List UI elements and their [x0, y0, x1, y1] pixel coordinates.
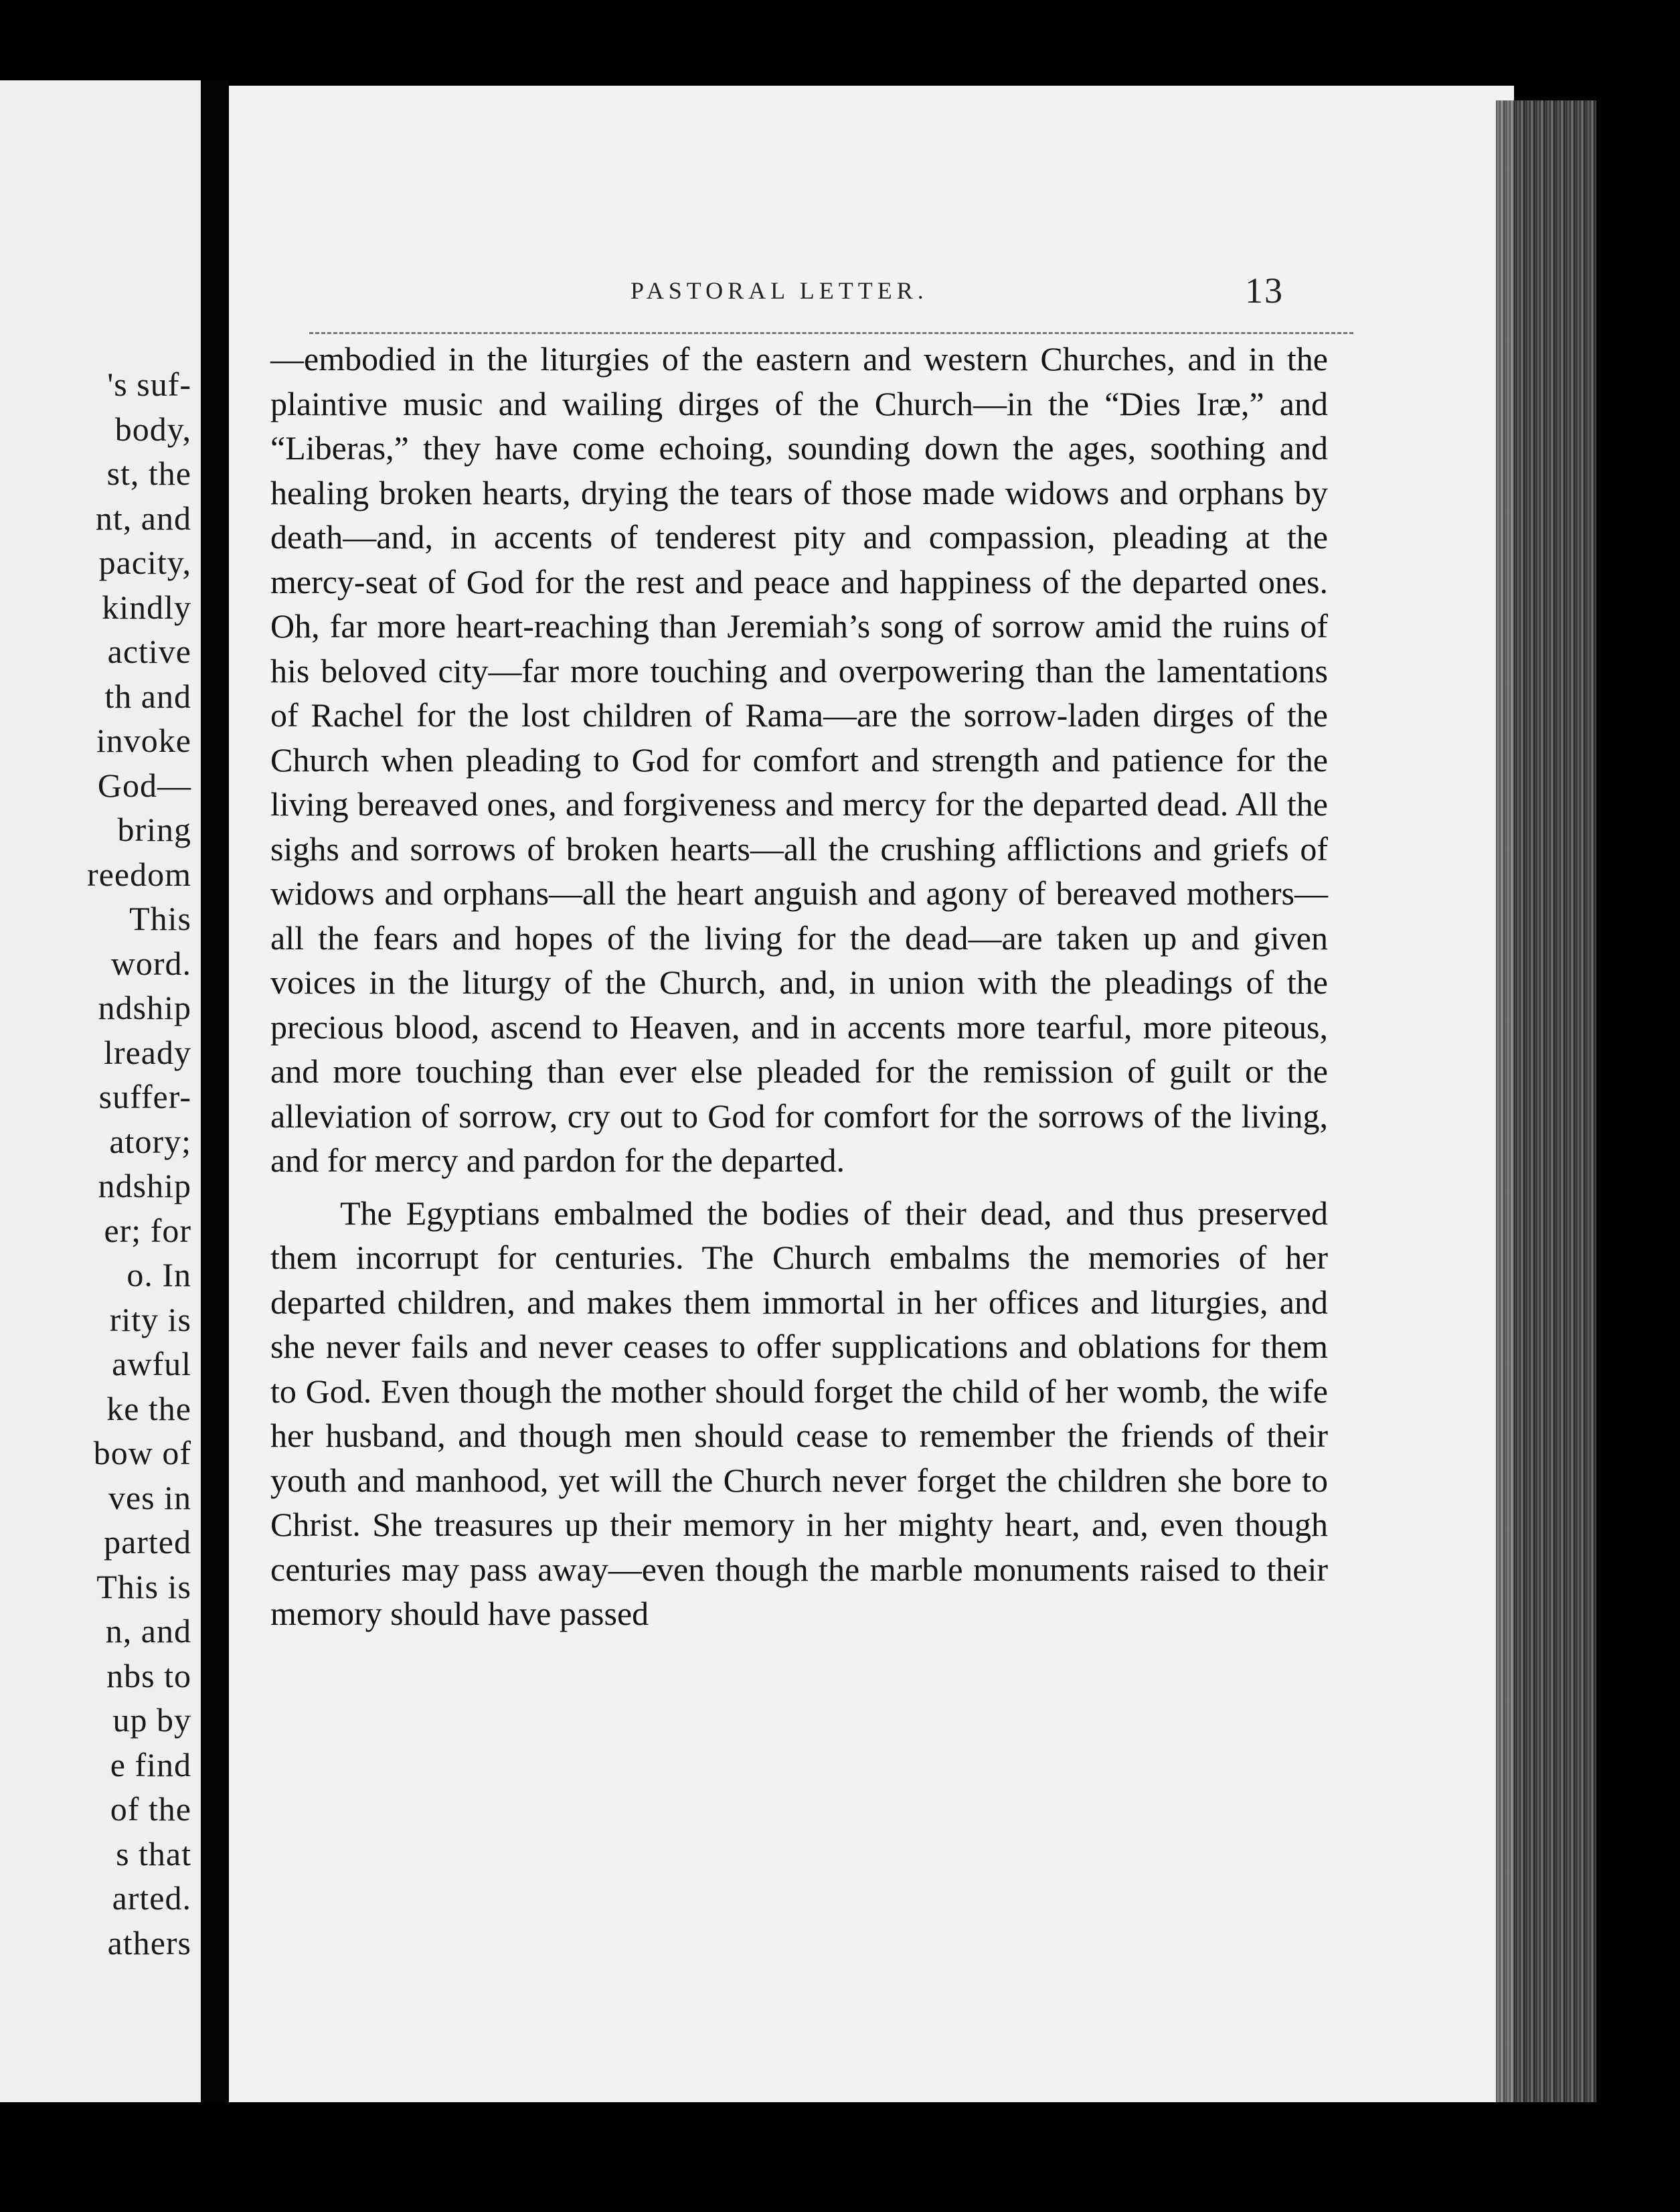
left-page-line: God— — [97, 766, 191, 804]
left-page-line: suffer- — [98, 1078, 191, 1115]
left-page-line: This — [129, 900, 191, 937]
running-title: PASTORAL LETTER. — [631, 277, 928, 304]
left-page-line: th and — [104, 677, 191, 715]
left-page-line: ndship — [98, 989, 191, 1026]
left-page-line: ves in — [108, 1478, 191, 1516]
left-page-line: 's suf- — [107, 366, 191, 403]
scan-border-right — [1596, 87, 1680, 2136]
left-page-line: o. In — [127, 1256, 191, 1293]
left-page-line: reedom — [87, 855, 191, 893]
left-page-line: of the — [110, 1790, 191, 1828]
left-facing-page — [0, 80, 201, 2102]
left-page-line: awful — [112, 1345, 191, 1382]
left-page-line: pacity, — [98, 544, 191, 581]
left-page-line: arted. — [112, 1879, 191, 1917]
body-text — [270, 337, 1328, 1636]
left-page-line: s that — [116, 1834, 191, 1873]
left-page-line: kindly — [102, 588, 191, 626]
left-page-line: rity is — [109, 1300, 191, 1338]
header-rule — [309, 332, 1353, 334]
left-page-line: up by — [112, 1701, 191, 1739]
left-page-line: This is — [96, 1567, 191, 1605]
left-page-line: invoke — [96, 722, 191, 759]
left-page-line: nbs to — [106, 1656, 191, 1694]
paragraph-2: The Egyptians embalmed the bodies of their dead, and thus preserved them incorrupt for centuries. The Church embalms the memories of her departed children, and makes them immortal in her offices and liturgies, and she never fails and never ceases to offer supplications and oblations for them to God. Even though the mother should forget the child of her womb, the wife her husband, and though men should cease to remember the friends of their youth and manhood, yet will the Church never forget the children she bore to Christ. She treasures up their memory in her mighty heart, and, even though centuries may pass away—even though the marble monuments raised to their memory should have passed — [270, 1194, 1328, 1632]
main-page — [229, 86, 1514, 2114]
left-page-line: ke the — [106, 1389, 191, 1427]
paragraph-1: —embodied in the liturgies of the eastern and western Churches, and in the plaintive music and wailing dirges of the Church—in the “Dies Iræ,” and “Liberas,” they have come echoing, sounding down the ages, soothing and healing broken hearts, drying the tears of those made widows and orphans by death—and, in accents of tenderest pity and compassion, pleading at the mercy-seat of God for the rest and peace and happiness of the departed ones. Oh, far more heart-reaching than Jeremiah’s song of sorrow amid the ruins of his beloved city—far more touching and overpowering than the lamentations of Rachel for the lost children of Rama—are the sorrow-laden dirges of the Church when pleading to God for comfort and strength and patience for the living bereaved ones, and forgiveness and mercy for the departed dead. All the sighs and sorrows of broken hearts—all the crushing afflictions and griefs of widows and orphans—all the heart anguish and agony of bereaved mothers—all the fears and hopes of the living for the dead—are taken up and given voices in the liturgy of the Church, and, in union with the pleadings of the precious blood, ascend to Heaven, and in accents more tearful, more piteous, and more touching than ever else pleaded for the remission of guilt or the alleviation of sorrow, cry out to God for comfort for the sorrows of the living, and for mercy and pardon for the departed. — [270, 340, 1328, 1179]
left-page-line: e find — [110, 1745, 191, 1784]
left-page-line: word. — [110, 944, 191, 982]
left-page-line: active — [107, 633, 191, 670]
book-gutter — [201, 80, 229, 2116]
left-page-line: ndship — [98, 1167, 191, 1204]
left-page-line: n, and — [105, 1612, 191, 1650]
left-page-line: atory; — [109, 1122, 191, 1160]
left-page-line: nt, and — [95, 499, 191, 537]
left-page-line: st, the — [106, 455, 191, 492]
left-page-line: parted — [104, 1523, 191, 1561]
left-page-line: athers — [107, 1923, 191, 1962]
page-fore-edge — [1496, 100, 1596, 2122]
scan-border-bottom — [0, 2102, 1680, 2212]
left-page-line: body, — [114, 410, 191, 448]
left-page-line: bow of — [93, 1434, 191, 1472]
left-page-line: er; for — [104, 1211, 191, 1249]
page-number: 13 — [1245, 270, 1284, 311]
left-page-line: lready — [104, 1033, 191, 1071]
left-page-line: bring — [117, 811, 191, 848]
